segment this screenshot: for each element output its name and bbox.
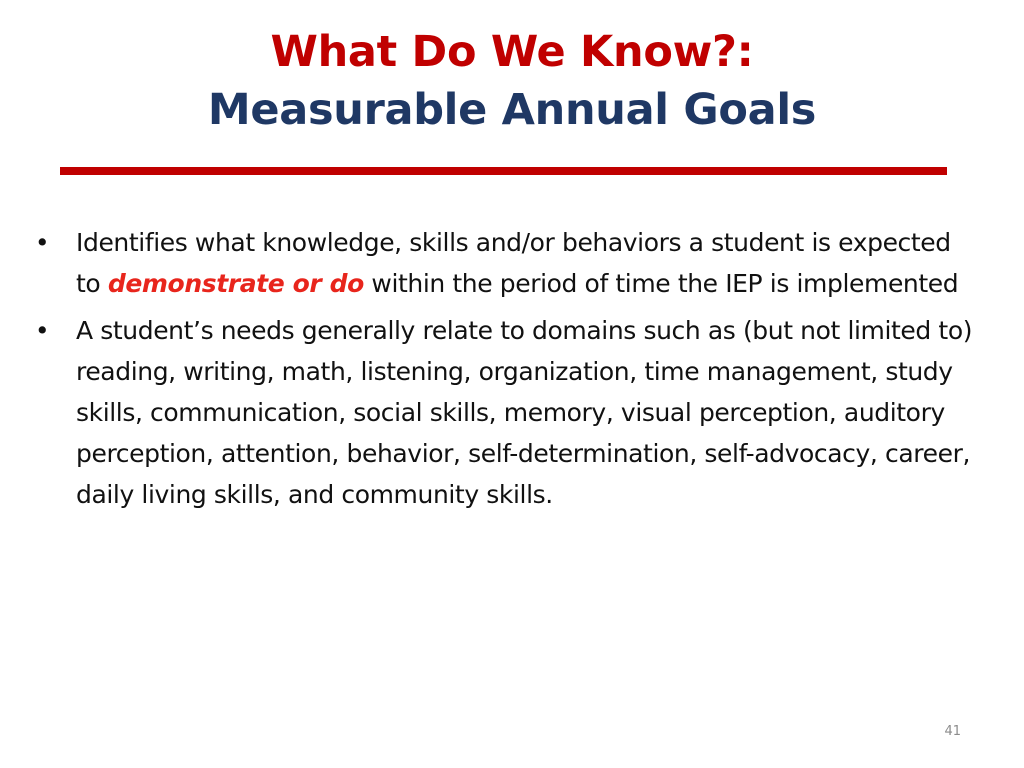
bullet-text-end: within the period of time the IEP is implemented <box>363 269 959 298</box>
bullet-emphasis: demonstrate or do <box>107 269 364 298</box>
page-number: 41 <box>944 724 961 739</box>
bullet-item-goals-definition <box>32 222 982 304</box>
bullet-text-start: Identifies what knowledge, skills and/or behaviors a student is expected to <box>76 228 951 298</box>
bullet-item-student-needs <box>32 310 982 515</box>
bullet-list <box>32 222 982 521</box>
bullet-icon: • <box>34 316 50 345</box>
bullet-text: A student’s needs generally relate to domains such as (but not limited to) reading, writing, math, listening, organization, time management, study skills, communication, social skills, memory, visual perception, auditory perception, attention, behavior, self-determination, self-advocacy, career, daily living skills, and community skills. <box>76 316 973 509</box>
title-divider <box>60 167 947 175</box>
bullet-icon: • <box>34 228 50 257</box>
slide-title: What Do We Know?: <box>270 27 754 77</box>
slide-subtitle: Measurable Annual Goals <box>207 85 817 135</box>
